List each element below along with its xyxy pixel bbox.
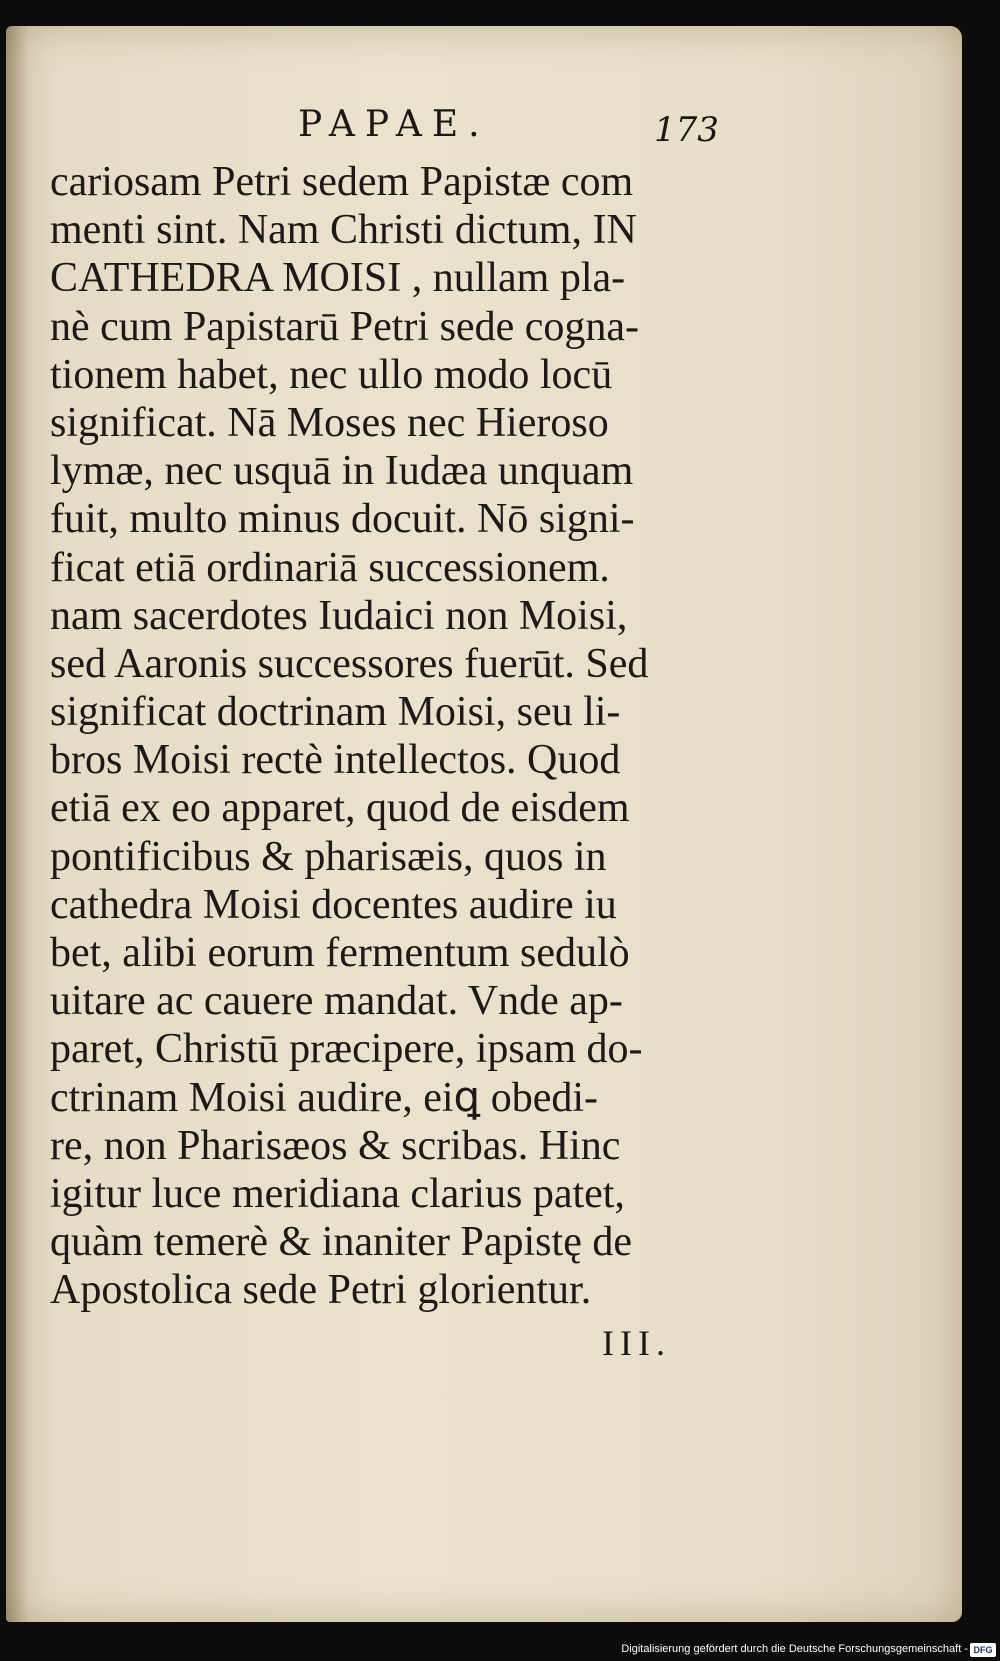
text-line: re, non Pharisæos & scribas. Hinc xyxy=(50,1122,621,1169)
dfg-logo-icon: DFG xyxy=(970,1643,996,1657)
text-line: Apostolica sede Petri glorientur. xyxy=(50,1267,592,1314)
text-line: igitur luce meridiana clarius patet, xyxy=(50,1170,625,1217)
text-line: cariosam Petri sedem Papistæ com xyxy=(50,159,634,205)
text-line: CATHEDRA MOISI , nullam pla- xyxy=(50,255,626,302)
text-line: paret, Christū præcipere, ipsam do- xyxy=(50,1026,643,1073)
text-line: ctrinam Moisi audire, eiꝗ obedi- xyxy=(50,1074,599,1121)
text-line: pontificibus & pharisæis, quos in xyxy=(50,833,607,880)
text-line: sed Aaronis successores fuerūt. Sed xyxy=(50,640,649,687)
running-head-title: PAPAE. xyxy=(298,104,490,145)
funding-credit: Digitalisierung gefördert durch die Deutsche Forschungsgemeinschaft - xyxy=(621,1643,968,1655)
text-line: ficat etiā ordinariā successionem. xyxy=(50,544,610,591)
text-line: menti sint. Nam Christi dictum, IN xyxy=(50,207,637,254)
text-line: significat. Nā Moses nec Hieroso xyxy=(50,399,609,446)
text-line: tionem habet, nec ullo modo locū xyxy=(50,351,613,398)
text-line: etiā ex eo apparet, quod de eisdem xyxy=(50,785,630,832)
text-line: nam sacerdotes Iudaici non Moisi, xyxy=(50,592,628,639)
running-head xyxy=(6,104,962,164)
text-line: lymæ, nec usquā in Iudæa unquam xyxy=(50,448,634,495)
book-page xyxy=(6,26,962,1622)
folio-number: 173 xyxy=(654,110,719,150)
text-line: bet, alibi eorum fermentum sedulò xyxy=(50,930,630,976)
text-line: fuit, multo minus docuit. Nō signi- xyxy=(50,496,635,543)
text-line: nè cum Papistarū Petri sede cogna- xyxy=(50,303,639,350)
digitization-footer xyxy=(0,1640,1000,1661)
text-line: cathedra Moisi docentes audire iu xyxy=(50,881,617,928)
text-line: significat doctrinam Moisi, seu li- xyxy=(50,689,621,736)
text-line: quàm temerè & inaniter Papistę de xyxy=(50,1219,632,1266)
body-text xyxy=(50,158,730,1315)
text-line: bros Moisi rectè intellectos. Quod xyxy=(50,737,621,784)
text-line: uitare ac cauere mandat. Vnde ap- xyxy=(50,978,623,1025)
signature-mark: III. xyxy=(602,1323,671,1363)
